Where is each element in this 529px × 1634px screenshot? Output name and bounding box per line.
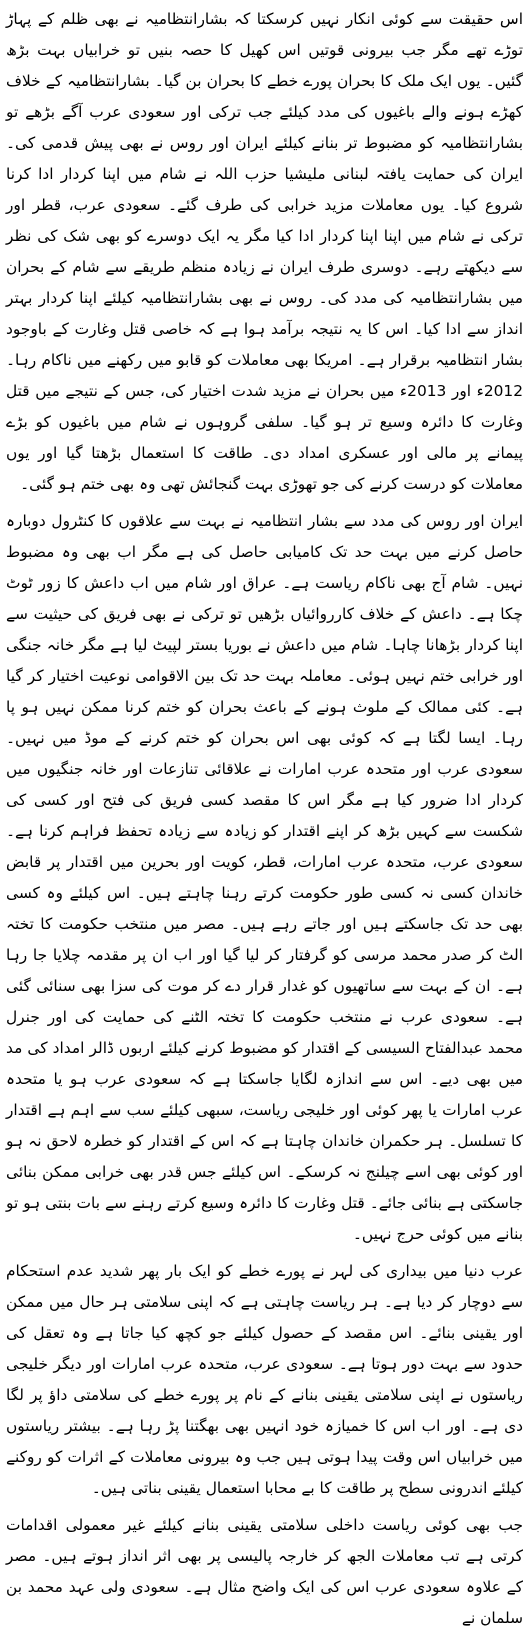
article-paragraph-4: جب بھی کوئی ریاست داخلی سلامتی یقینی بنانے کیلئے غیر معمولی اقدامات کرتی ہے تب معاملات الجھ کر خارجہ پالیسی پر بھی اثر انداز ہوتے ہیں۔ مصر کے علاوہ سعودی عرب اس کی ایک واضح مثال ہے۔ سعودی ولی عہد محمد بن سلمان نے bbox=[6, 1516, 523, 1627]
article-paragraph-3: عرب دنیا میں بیداری کی لہر نے پورے خطے کو ایک بار پھر شدید عدم استحکام سے دوچار کر دیا ہے۔ ہر ریاست چاہتی ہے کہ اپنی سلامتی ہر حال میں ممکن اور یقینی بنائے۔ اس مقصد کے حصول کیلئے جو کچھ کیا جاتا ہے وہ تعقل کی حدود سے بہت دور ہوتا ہے۔ سعودی عرب، متحدہ عرب امارات اور دیگر خلیجی ریاستوں نے اپنی سلامتی یقینی بنانے کے نام پر پورے خطے کی سلامتی داؤ پر لگا دی ہے۔ اور اب اس کا خمیازہ خود انہیں بھی بھگتنا پڑ رہا ہے۔ بیشتر ریاستوں میں خرابیاں اس وقت پیدا ہوتی ہیں جب وہ بیرونی معاملات کے اثرات کو روکنے کیلئے اندرونی سطح پر طاقت کا بے محابا استعمال یقینی بناتی ہیں۔ bbox=[6, 1262, 523, 1497]
article-paragraph-1: اس حقیقت سے کوئی انکار نہیں کرسکتا کہ بشارانتظامیہ نے بھی ظلم کے پہاڑ توڑے تھے مگر جب بیرونی قوتیں اس کھیل کا حصہ بنیں تو خرابیاں بہت بڑھ گئیں۔ یوں ایک ملک کا بحران پورے خطے کا بحران بن گیا۔ بشارانتظامیہ کے خلاف کھڑے ہونے والے باغیوں کی مدد کیلئے جب ترکی اور سعودی عرب آگے بڑھے تو بشارانتظامیہ کو مضبوط تر بنانے کیلئے ایران اور روس نے بھی پیش قدمی کی۔ ایران کی حمایت یافتہ لبنانی ملیشیا حزب اللہ نے شام میں اپنا کردار ادا کرنا شروع کیا۔ یوں معاملات مزید خرابی کی طرف گئے۔ سعودی عرب، قطر اور ترکی نے شام میں اپنا اپنا کردار ادا کیا مگر یہ ایک دوسرے کو بھی شک کی نظر سے دیکھتے رہے۔ دوسری طرف ایران نے زیادہ منظم طریقے سے شام کے بحران میں بشارانتظامیہ کی مدد کی۔ روس نے بھی بشارانتظامیہ کیلئے اپنا کردار بہتر انداز سے ادا کیا۔ اس کا یہ نتیجہ برآمد ہوا ہے کہ خاصی قتل وغارت کے باوجود بشار انتظامیہ برقرار ہے۔ امریکا بھی معاملات کو قابو میں رکھنے میں ناکام رہا۔ 2012ء اور 2013ء میں بحران نے مزید شدت اختیار کی، جس کے نتیجے میں قتل وغارت کا دائرہ وسیع تر ہو گیا۔ سلفی گروہوں نے شام میں باغیوں کو بڑے پیمانے پر مالی اور عسکری امداد دی۔ طاقت کا استعمال بڑھتا گیا اور یوں معاملات کو درست کرنے کی جو تھوڑی بہت گنجائش تھی وہ بھی ختم ہو گئی۔ bbox=[6, 10, 523, 493]
article-paragraph-2: ایران اور روس کی مدد سے بشار انتظامیہ نے بہت سے علاقوں کا کنٹرول دوبارہ حاصل کرنے میں بہت حد تک کامیابی حاصل کی ہے مگر اب بھی وہ مضبوط نہیں۔ شام آج بھی ناکام ریاست ہے۔ عراق اور شام میں اب داعش کا زور ٹوٹ چکا ہے۔ داعش کے خلاف کارروائیاں بڑھیں تو ترکی نے بھی فریق کی حیثیت سے اپنا کردار بڑھانا چاہا۔ شام میں داعش نے بوریا بستر لپیٹ لیا ہے مگر خانہ جنگی اور خرابی ختم نہیں ہوئی۔ معاملہ بہت حد تک بین الاقوامی نوعیت اختیار کر گیا ہے۔ کئی ممالک کے ملوث ہونے کے باعث بحران کو ختم کرنا ممکن نہیں ہو پا رہا۔ ایسا لگتا ہے کہ کوئی بھی اس بحران کو ختم کرنے کے موڈ میں نہیں۔ سعودی عرب اور متحدہ عرب امارات نے علاقائی تنازعات اور خانہ جنگیوں میں کردار ادا ضرور کیا ہے مگر اس کا مقصد کسی فریق کی فتح اور کسی کی شکست سے کہیں بڑھ کر اپنے اقتدار کو زیادہ سے زیادہ تحفظ فراہم کرنا ہے۔ سعودی عرب، متحدہ عرب امارات، قطر، کویت اور بحرین میں اقتدار پر قابض خاندان کسی نہ کسی طور حکومت کرتے رہنا چاہتے ہیں۔ اس کیلئے وہ کسی بھی حد تک جاسکتے ہیں اور جاتے رہے ہیں۔ مصر میں منتخب حکومت کا تختہ الٹ کر صدر محمد مرسی کو گرفتار کر لیا گیا اور اب ان پر مقدمہ چلایا جا رہا ہے۔ ان کے بہت سے ساتھیوں کو غدار قرار دے کر موت کی سزا بھی سنائی گئی ہے۔ سعودی عرب نے منتخب حکومت کا تختہ الٹنے کی حمایت کی اور جنرل محمد عبدالفتاح السیسی کے اقتدار کو مضبوط کرنے کیلئے اربوں ڈالر امداد کی مد میں بھی دیے۔ اس سے اندازہ لگایا جاسکتا ہے کہ سعودی عرب ہو یا متحدہ عرب امارات یا پھر کوئی اور خلیجی ریاست، سبھی کیلئے سب سے اہم ہے اقتدار کا تسلسل۔ ہر حکمران خاندان چاہتا ہے کہ اس کے اقتدار کو خطرہ لاحق نہ ہو اور کوئی بھی اسے چیلنج نہ کرسکے۔ اس کیلئے جس قدر بھی خرابی ممکن بنائی جاسکتی ہے بنائی جائے۔ قتل وغارت کا دائرہ وسیع کرتے رہنے سے بات بنتی ہو تو بنانے میں کوئی حرج نہیں۔ bbox=[6, 512, 523, 1243]
